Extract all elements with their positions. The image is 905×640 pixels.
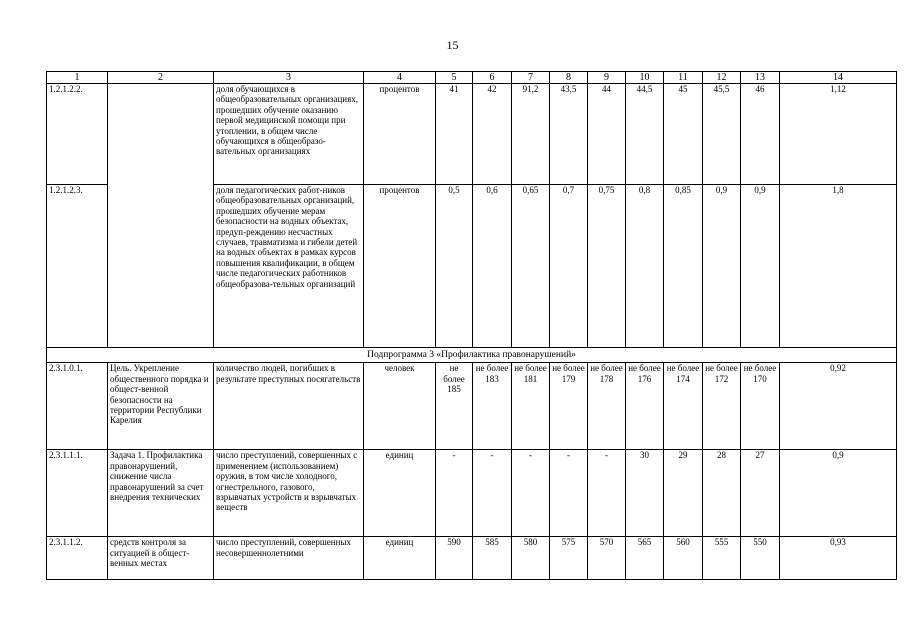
value-cell: не более 179 bbox=[550, 363, 588, 450]
unit-cell: человек bbox=[364, 363, 436, 450]
value-cell: 0,85 bbox=[664, 185, 703, 348]
unit-cell: единиц bbox=[364, 537, 436, 580]
value-cell: 0,6 bbox=[473, 185, 512, 348]
value-cell: 91,2 bbox=[512, 84, 550, 185]
value-cell: не более 185 bbox=[436, 363, 473, 450]
column-number-cell: 14 bbox=[780, 72, 897, 84]
value-cell: 42 bbox=[473, 84, 512, 185]
unit-cell: процентов bbox=[364, 185, 436, 348]
value-cell: 43,5 bbox=[550, 84, 588, 185]
value-cell: - bbox=[550, 450, 588, 537]
value-cell: не более 178 bbox=[588, 363, 626, 450]
value-cell: 590 bbox=[436, 537, 473, 580]
indicators-table bbox=[46, 71, 897, 580]
column-number-cell: 10 bbox=[626, 72, 664, 84]
table-row bbox=[47, 363, 897, 450]
value-cell: - bbox=[512, 450, 550, 537]
value-cell: не более 174 bbox=[664, 363, 703, 450]
goal-cell bbox=[108, 84, 214, 348]
value-cell: 560 bbox=[664, 537, 703, 580]
code-cell: 1.2.1.2.2. bbox=[47, 84, 108, 185]
column-number-cell: 13 bbox=[741, 72, 780, 84]
value-cell: не более 181 bbox=[512, 363, 550, 450]
value-cell: 0,5 bbox=[436, 185, 473, 348]
value-cell: 45,5 bbox=[703, 84, 741, 185]
table-row bbox=[47, 450, 897, 537]
table-row bbox=[47, 537, 897, 580]
value-cell: 41 bbox=[436, 84, 473, 185]
value-cell: 585 bbox=[473, 537, 512, 580]
code-cell: 2.3.1.1.2. bbox=[47, 537, 108, 580]
column-number-cell: 6 bbox=[473, 72, 512, 84]
table-row bbox=[47, 84, 897, 185]
goal-cell: Задача 1. Профилактика правонарушений, снижение числа правонарушений за счет внедрения технических bbox=[108, 450, 214, 537]
value-cell: 45 bbox=[664, 84, 703, 185]
goal-cell: средств контроля за ситуацией в общест-венных местах bbox=[108, 537, 214, 580]
value-cell: не более 172 bbox=[703, 363, 741, 450]
value-cell: 0,9 bbox=[703, 185, 741, 348]
value-cell: - bbox=[588, 450, 626, 537]
value-cell: 575 bbox=[550, 537, 588, 580]
value-cell: 555 bbox=[703, 537, 741, 580]
value-cell: 44,5 bbox=[626, 84, 664, 185]
indicator-cell: число преступлений, совершенных несовершеннолетними bbox=[214, 537, 364, 580]
column-number-cell: 2 bbox=[108, 72, 214, 84]
value-cell: не более 176 bbox=[626, 363, 664, 450]
goal-cell: Цель. Укрепление общественного порядка и общест-венной безопасности на территории Республики Карелия bbox=[108, 363, 214, 450]
value-cell: 0,65 bbox=[512, 185, 550, 348]
indicator-cell: доля обучающихся в общеобразовательных организациях, прошедших обучение оказанию первой медицинской помощи при утоплении, в общем числе обучающихся в общеобразо-вательных организациях bbox=[214, 84, 364, 185]
page-number: 15 bbox=[446, 38, 459, 52]
value-cell: 44 bbox=[588, 84, 626, 185]
value-cell: 0,75 bbox=[588, 185, 626, 348]
indicator-cell: количество людей, погибших в результате преступных посягательств bbox=[214, 363, 364, 450]
indicator-cell: число преступлений, совершенных с применением (использованием) оружия, в том числе холодного, огнестрельного, газового, взрывчатых устройств и взрывчатых веществ bbox=[214, 450, 364, 537]
value-cell: 565 bbox=[626, 537, 664, 580]
value-cell: 0,8 bbox=[626, 185, 664, 348]
column-numbers-row bbox=[47, 72, 897, 84]
code-cell: 1.2.1.2.3. bbox=[47, 185, 108, 348]
value-cell: 0,7 bbox=[550, 185, 588, 348]
column-number-cell: 7 bbox=[512, 72, 550, 84]
value-cell: 550 bbox=[741, 537, 780, 580]
value-cell: 580 bbox=[512, 537, 550, 580]
value-cell: 570 bbox=[588, 537, 626, 580]
value-cell: 28 bbox=[703, 450, 741, 537]
code-cell: 2.3.1.0.1. bbox=[47, 363, 108, 450]
value-cell: не более 170 bbox=[741, 363, 780, 450]
unit-cell: процентов bbox=[364, 84, 436, 185]
column-number-cell: 11 bbox=[664, 72, 703, 84]
column-number-cell: 12 bbox=[703, 72, 741, 84]
final-value-cell: 1,12 bbox=[780, 84, 897, 185]
value-cell: не более 183 bbox=[473, 363, 512, 450]
column-number-cell: 9 bbox=[588, 72, 626, 84]
value-cell: - bbox=[436, 450, 473, 537]
indicator-cell: доля педагогических работ-ников общеобразовательных организаций, прошедших обучение мерам безопасности на водных объектах, предуп-реждению несчастных случаев, травматизма и гибели детей на водных объектах в рамках курсов повышения квалификации, в общем числе педагогических работников общеобразова-тельных организаций bbox=[214, 185, 364, 348]
value-cell: 29 bbox=[664, 450, 703, 537]
final-value-cell: 0,9 bbox=[780, 450, 897, 537]
final-value-cell: 0,92 bbox=[780, 363, 897, 450]
column-number-cell: 4 bbox=[364, 72, 436, 84]
column-number-cell: 3 bbox=[214, 72, 364, 84]
value-cell: 30 bbox=[626, 450, 664, 537]
unit-cell: единиц bbox=[364, 450, 436, 537]
subprogram-row bbox=[47, 348, 897, 363]
code-cell: 2.3.1.1.1. bbox=[47, 450, 108, 537]
value-cell: 0,9 bbox=[741, 185, 780, 348]
value-cell: 46 bbox=[741, 84, 780, 185]
value-cell: - bbox=[473, 450, 512, 537]
column-number-cell: 8 bbox=[550, 72, 588, 84]
final-value-cell: 1,8 bbox=[780, 185, 897, 348]
column-number-cell: 1 bbox=[47, 72, 108, 84]
value-cell: 27 bbox=[741, 450, 780, 537]
final-value-cell: 0,93 bbox=[780, 537, 897, 580]
subprogram-title: Подпрограмма 3 «Профилактика правонарушений» bbox=[47, 348, 897, 363]
column-number-cell: 5 bbox=[436, 72, 473, 84]
